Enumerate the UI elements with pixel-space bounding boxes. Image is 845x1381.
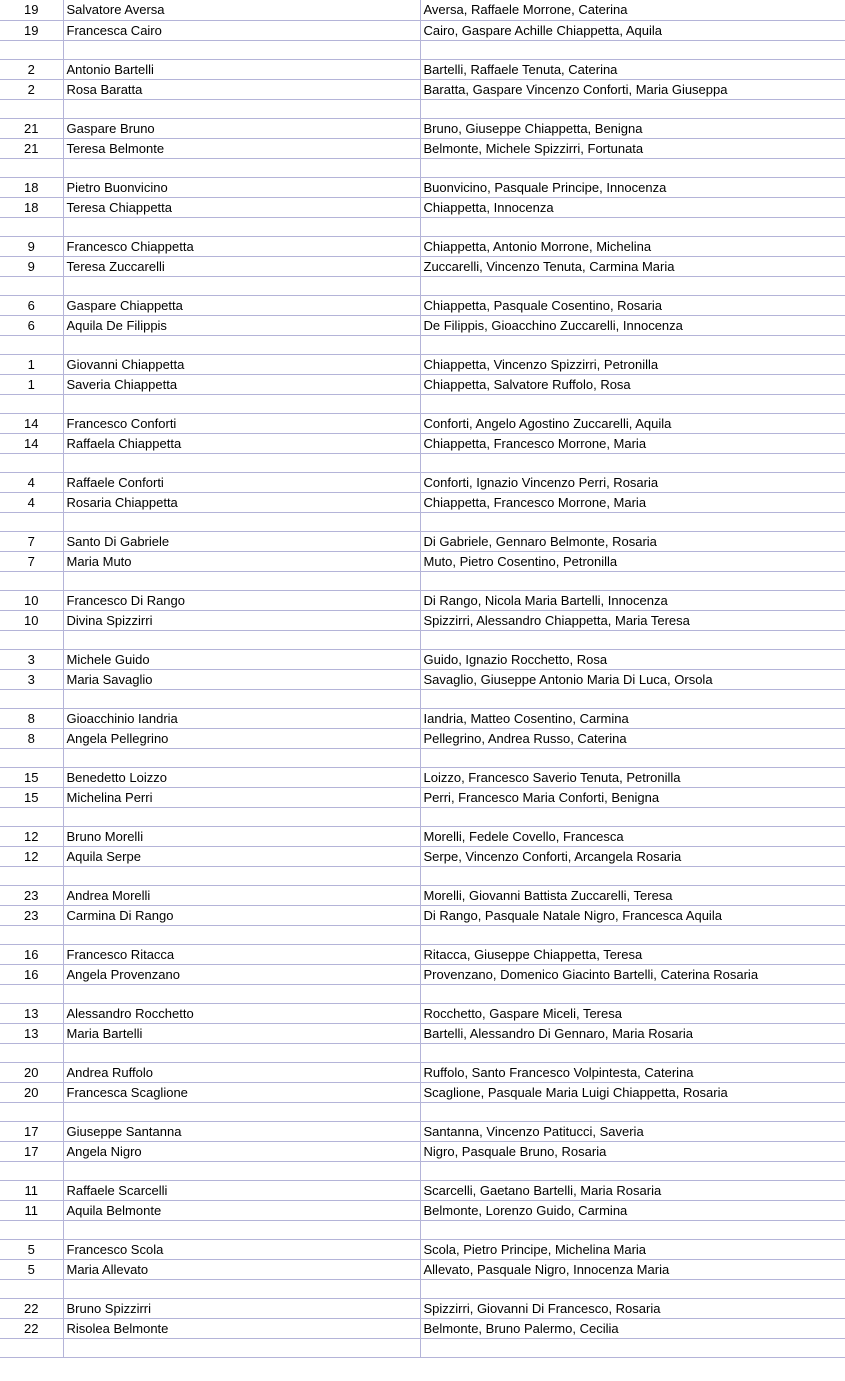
person-name-cell[interactable]: Alessandro Rocchetto xyxy=(63,1003,420,1023)
parents-cell[interactable]: Di Rango, Nicola Maria Bartelli, Innocenza xyxy=(420,590,845,610)
person-name-cell[interactable]: Bruno Morelli xyxy=(63,826,420,846)
table-row xyxy=(0,590,845,610)
row-number-cell[interactable]: 7 xyxy=(0,551,63,571)
row-number-cell[interactable] xyxy=(0,394,63,413)
row-number-cell[interactable]: 2 xyxy=(0,79,63,99)
parents-cell[interactable] xyxy=(420,276,845,295)
table-row xyxy=(0,610,845,630)
row-number-cell[interactable]: 8 xyxy=(0,708,63,728)
parents-cell[interactable] xyxy=(420,217,845,236)
row-number-cell[interactable] xyxy=(0,630,63,649)
row-number-cell[interactable] xyxy=(0,1102,63,1121)
row-number-cell[interactable]: 3 xyxy=(0,669,63,689)
row-number-cell[interactable] xyxy=(0,217,63,236)
empty-row xyxy=(0,630,845,649)
person-name-cell[interactable]: Francesca Scaglione xyxy=(63,1082,420,1102)
row-number-cell[interactable] xyxy=(0,335,63,354)
person-name-cell[interactable]: Maria Muto xyxy=(63,551,420,571)
row-number-cell[interactable]: 4 xyxy=(0,472,63,492)
parents-cell[interactable]: Rocchetto, Gaspare Miceli, Teresa xyxy=(420,1003,845,1023)
empty-row xyxy=(0,217,845,236)
row-number-cell[interactable]: 19 xyxy=(0,20,63,40)
row-number-cell[interactable] xyxy=(0,925,63,944)
row-number-cell[interactable] xyxy=(0,1338,63,1357)
parents-cell[interactable]: Loizzo, Francesco Saverio Tenuta, Petronilla xyxy=(420,767,845,787)
parents-cell[interactable]: Spizzirri, Giovanni Di Francesco, Rosaria xyxy=(420,1298,845,1318)
table-row xyxy=(0,177,845,197)
person-name-cell[interactable]: Bruno Spizzirri xyxy=(63,1298,420,1318)
person-name-cell[interactable]: Aquila Belmonte xyxy=(63,1200,420,1220)
table-row xyxy=(0,767,845,787)
parents-cell[interactable]: Santanna, Vincenzo Patitucci, Saveria xyxy=(420,1121,845,1141)
parents-cell[interactable] xyxy=(420,1043,845,1062)
table-row xyxy=(0,20,845,40)
person-name-cell[interactable] xyxy=(63,276,420,295)
parents-cell[interactable]: Conforti, Ignazio Vincenzo Perri, Rosaria xyxy=(420,472,845,492)
parents-cell[interactable]: Savaglio, Giuseppe Antonio Maria Di Luca, Orsola xyxy=(420,669,845,689)
table-row xyxy=(0,649,845,669)
table-row xyxy=(0,315,845,335)
parents-cell[interactable] xyxy=(420,335,845,354)
person-name-cell[interactable]: Francesco Conforti xyxy=(63,413,420,433)
person-name-cell[interactable] xyxy=(63,99,420,118)
parents-cell[interactable] xyxy=(420,512,845,531)
person-name-cell[interactable] xyxy=(63,512,420,531)
row-number-cell[interactable] xyxy=(0,571,63,590)
person-name-cell[interactable] xyxy=(63,1279,420,1298)
row-number-cell[interactable]: 21 xyxy=(0,118,63,138)
empty-row xyxy=(0,394,845,413)
table-row xyxy=(0,256,845,276)
person-name-cell[interactable]: Gaspare Bruno xyxy=(63,118,420,138)
parents-cell[interactable]: Chiappetta, Francesco Morrone, Maria xyxy=(420,433,845,453)
parents-cell[interactable]: Chiappetta, Salvatore Ruffolo, Rosa xyxy=(420,374,845,394)
row-number-cell[interactable]: 23 xyxy=(0,885,63,905)
person-name-cell[interactable]: Francesca Cairo xyxy=(63,20,420,40)
person-name-cell[interactable]: Francesco Ritacca xyxy=(63,944,420,964)
parents-cell[interactable] xyxy=(420,1102,845,1121)
person-name-cell[interactable]: Francesco Scola xyxy=(63,1239,420,1259)
table-row xyxy=(0,59,845,79)
person-name-cell[interactable] xyxy=(63,630,420,649)
person-name-cell[interactable]: Raffaele Scarcelli xyxy=(63,1180,420,1200)
parents-cell[interactable]: Allevato, Pasquale Nigro, Innocenza Maria xyxy=(420,1259,845,1279)
parents-cell[interactable]: Aversa, Raffaele Morrone, Caterina xyxy=(420,0,845,20)
parents-cell[interactable]: Bartelli, Raffaele Tenuta, Caterina xyxy=(420,59,845,79)
row-number-cell[interactable] xyxy=(0,984,63,1003)
row-number-cell[interactable]: 11 xyxy=(0,1200,63,1220)
person-name-cell[interactable]: Benedetto Loizzo xyxy=(63,767,420,787)
row-number-cell[interactable] xyxy=(0,1043,63,1062)
parents-cell[interactable] xyxy=(420,158,845,177)
row-number-cell[interactable]: 5 xyxy=(0,1259,63,1279)
parents-cell[interactable]: Scola, Pietro Principe, Michelina Maria xyxy=(420,1239,845,1259)
table-row xyxy=(0,905,845,925)
row-number-cell[interactable]: 14 xyxy=(0,433,63,453)
parents-cell[interactable] xyxy=(420,1220,845,1239)
row-number-cell[interactable] xyxy=(0,276,63,295)
empty-row xyxy=(0,276,845,295)
person-name-cell[interactable]: Carmina Di Rango xyxy=(63,905,420,925)
person-name-cell[interactable]: Gioacchinio Iandria xyxy=(63,708,420,728)
row-number-cell[interactable]: 3 xyxy=(0,649,63,669)
person-name-cell[interactable]: Giovanni Chiappetta xyxy=(63,354,420,374)
empty-row xyxy=(0,807,845,826)
person-name-cell[interactable]: Saveria Chiappetta xyxy=(63,374,420,394)
person-name-cell[interactable]: Aquila De Filippis xyxy=(63,315,420,335)
parents-cell[interactable]: Perri, Francesco Maria Conforti, Benigna xyxy=(420,787,845,807)
row-number-cell[interactable] xyxy=(0,1279,63,1298)
person-name-cell[interactable] xyxy=(63,217,420,236)
empty-row xyxy=(0,40,845,59)
table-row xyxy=(0,728,845,748)
person-name-cell[interactable]: Rosaria Chiappetta xyxy=(63,492,420,512)
parents-cell[interactable]: Chiappetta, Antonio Morrone, Michelina xyxy=(420,236,845,256)
person-name-cell[interactable]: Maria Savaglio xyxy=(63,669,420,689)
parents-cell[interactable]: Zuccarelli, Vincenzo Tenuta, Carmina Maria xyxy=(420,256,845,276)
parents-cell[interactable]: De Filippis, Gioacchino Zuccarelli, Innocenza xyxy=(420,315,845,335)
row-number-cell[interactable]: 9 xyxy=(0,256,63,276)
row-number-cell[interactable] xyxy=(0,40,63,59)
person-name-cell[interactable] xyxy=(63,925,420,944)
parents-cell[interactable]: Conforti, Angelo Agostino Zuccarelli, Aquila xyxy=(420,413,845,433)
person-name-cell[interactable]: Maria Allevato xyxy=(63,1259,420,1279)
table-row xyxy=(0,787,845,807)
empty-row xyxy=(0,571,845,590)
person-name-cell[interactable]: Francesco Di Rango xyxy=(63,590,420,610)
table-row xyxy=(0,1259,845,1279)
person-name-cell[interactable] xyxy=(63,866,420,885)
parents-cell[interactable]: Chiappetta, Innocenza xyxy=(420,197,845,217)
row-number-cell[interactable]: 17 xyxy=(0,1141,63,1161)
table-row xyxy=(0,1239,845,1259)
person-name-cell[interactable]: Divina Spizzirri xyxy=(63,610,420,630)
parents-cell[interactable] xyxy=(420,1161,845,1180)
empty-row xyxy=(0,512,845,531)
row-number-cell[interactable]: 10 xyxy=(0,590,63,610)
person-name-cell[interactable]: Gaspare Chiappetta xyxy=(63,295,420,315)
row-number-cell[interactable]: 14 xyxy=(0,413,63,433)
person-name-cell[interactable]: Francesco Chiappetta xyxy=(63,236,420,256)
parents-cell[interactable]: Belmonte, Michele Spizzirri, Fortunata xyxy=(420,138,845,158)
row-number-cell[interactable]: 5 xyxy=(0,1239,63,1259)
parents-cell[interactable]: Chiappetta, Pasquale Cosentino, Rosaria xyxy=(420,295,845,315)
empty-row xyxy=(0,1279,845,1298)
empty-row xyxy=(0,1161,845,1180)
empty-row xyxy=(0,748,845,767)
row-number-cell[interactable]: 7 xyxy=(0,531,63,551)
parents-cell[interactable]: Nigro, Pasquale Bruno, Rosaria xyxy=(420,1141,845,1161)
parents-cell[interactable] xyxy=(420,925,845,944)
person-name-cell[interactable] xyxy=(63,1102,420,1121)
empty-row xyxy=(0,99,845,118)
row-number-cell[interactable] xyxy=(0,512,63,531)
parents-cell[interactable] xyxy=(420,40,845,59)
person-name-cell[interactable] xyxy=(63,40,420,59)
table-row xyxy=(0,531,845,551)
row-number-cell[interactable]: 13 xyxy=(0,1023,63,1043)
parents-cell[interactable]: Scarcelli, Gaetano Bartelli, Maria Rosaria xyxy=(420,1180,845,1200)
parents-cell[interactable]: Chiappetta, Francesco Morrone, Maria xyxy=(420,492,845,512)
person-name-cell[interactable]: Michele Guido xyxy=(63,649,420,669)
parents-cell[interactable] xyxy=(420,394,845,413)
row-number-cell[interactable]: 8 xyxy=(0,728,63,748)
table-row xyxy=(0,374,845,394)
row-number-cell[interactable]: 15 xyxy=(0,767,63,787)
parents-cell[interactable] xyxy=(420,748,845,767)
row-number-cell[interactable]: 4 xyxy=(0,492,63,512)
row-number-cell[interactable]: 16 xyxy=(0,944,63,964)
table-row xyxy=(0,472,845,492)
row-number-cell[interactable] xyxy=(0,99,63,118)
row-number-cell[interactable]: 18 xyxy=(0,197,63,217)
person-name-cell[interactable]: Raffaele Conforti xyxy=(63,472,420,492)
row-number-cell[interactable]: 1 xyxy=(0,354,63,374)
table-row xyxy=(0,354,845,374)
parents-cell[interactable]: Bartelli, Alessandro Di Gennaro, Maria Rosaria xyxy=(420,1023,845,1043)
parents-cell[interactable]: Morelli, Fedele Covello, Francesca xyxy=(420,826,845,846)
row-number-cell[interactable]: 20 xyxy=(0,1062,63,1082)
parents-cell[interactable] xyxy=(420,99,845,118)
parents-cell[interactable] xyxy=(420,1279,845,1298)
parents-cell[interactable] xyxy=(420,807,845,826)
person-name-cell[interactable]: Salvatore Aversa xyxy=(63,0,420,20)
row-number-cell[interactable] xyxy=(0,1220,63,1239)
person-name-cell[interactable]: Antonio Bartelli xyxy=(63,59,420,79)
parents-cell[interactable]: Iandria, Matteo Cosentino, Carmina xyxy=(420,708,845,728)
person-name-cell[interactable]: Santo Di Gabriele xyxy=(63,531,420,551)
parents-cell[interactable]: Belmonte, Bruno Palermo, Cecilia xyxy=(420,1318,845,1338)
person-name-cell[interactable] xyxy=(63,689,420,708)
parents-cell[interactable]: Pellegrino, Andrea Russo, Caterina xyxy=(420,728,845,748)
table-row xyxy=(0,0,845,20)
row-number-cell[interactable]: 13 xyxy=(0,1003,63,1023)
person-name-cell[interactable] xyxy=(63,394,420,413)
empty-row xyxy=(0,335,845,354)
row-number-cell[interactable]: 22 xyxy=(0,1298,63,1318)
person-name-cell[interactable] xyxy=(63,1220,420,1239)
row-number-cell[interactable]: 22 xyxy=(0,1318,63,1338)
parents-cell[interactable]: Scaglione, Pasquale Maria Luigi Chiappetta, Rosaria xyxy=(420,1082,845,1102)
person-name-cell[interactable]: Andrea Morelli xyxy=(63,885,420,905)
empty-row xyxy=(0,689,845,708)
parents-cell[interactable]: Ritacca, Giuseppe Chiappetta, Teresa xyxy=(420,944,845,964)
table-row xyxy=(0,1318,845,1338)
table-row xyxy=(0,551,845,571)
row-number-cell[interactable]: 10 xyxy=(0,610,63,630)
row-number-cell[interactable]: 6 xyxy=(0,295,63,315)
table-row xyxy=(0,1082,845,1102)
parents-cell[interactable]: Spizzirri, Alessandro Chiappetta, Maria Teresa xyxy=(420,610,845,630)
person-name-cell[interactable] xyxy=(63,1338,420,1357)
row-number-cell[interactable] xyxy=(0,689,63,708)
table-row xyxy=(0,295,845,315)
empty-row xyxy=(0,925,845,944)
person-name-cell[interactable] xyxy=(63,748,420,767)
parents-cell[interactable]: Morelli, Giovanni Battista Zuccarelli, Teresa xyxy=(420,885,845,905)
row-number-cell[interactable]: 2 xyxy=(0,59,63,79)
table-row xyxy=(0,708,845,728)
person-name-cell[interactable]: Giuseppe Santanna xyxy=(63,1121,420,1141)
table-row xyxy=(0,1200,845,1220)
parents-cell[interactable] xyxy=(420,984,845,1003)
parents-cell[interactable]: Di Gabriele, Gennaro Belmonte, Rosaria xyxy=(420,531,845,551)
person-name-cell[interactable]: Rosa Baratta xyxy=(63,79,420,99)
parents-cell[interactable]: Bruno, Giuseppe Chiappetta, Benigna xyxy=(420,118,845,138)
row-number-cell[interactable]: 20 xyxy=(0,1082,63,1102)
person-name-cell[interactable]: Teresa Belmonte xyxy=(63,138,420,158)
row-number-cell[interactable]: 12 xyxy=(0,826,63,846)
parents-cell[interactable]: Serpe, Vincenzo Conforti, Arcangela Rosaria xyxy=(420,846,845,866)
parents-cell[interactable]: Provenzano, Domenico Giacinto Bartelli, Caterina Rosaria xyxy=(420,964,845,984)
row-number-cell[interactable] xyxy=(0,807,63,826)
empty-row xyxy=(0,453,845,472)
row-number-cell[interactable]: 16 xyxy=(0,964,63,984)
table-row xyxy=(0,236,845,256)
row-number-cell[interactable]: 19 xyxy=(0,0,63,20)
table-row xyxy=(0,826,845,846)
table-row xyxy=(0,79,845,99)
person-name-cell[interactable]: Maria Bartelli xyxy=(63,1023,420,1043)
table-row xyxy=(0,944,845,964)
parents-cell[interactable] xyxy=(420,1338,845,1357)
person-name-cell[interactable] xyxy=(63,158,420,177)
person-name-cell[interactable] xyxy=(63,453,420,472)
parents-cell[interactable] xyxy=(420,630,845,649)
parents-cell[interactable]: Guido, Ignazio Rocchetto, Rosa xyxy=(420,649,845,669)
row-number-cell[interactable] xyxy=(0,158,63,177)
parents-cell[interactable]: Cairo, Gaspare Achille Chiappetta, Aquila xyxy=(420,20,845,40)
empty-row xyxy=(0,1338,845,1357)
table-row xyxy=(0,433,845,453)
row-number-cell[interactable]: 12 xyxy=(0,846,63,866)
table-row xyxy=(0,964,845,984)
table-row xyxy=(0,1023,845,1043)
table-row xyxy=(0,1003,845,1023)
table-row xyxy=(0,885,845,905)
row-number-cell[interactable] xyxy=(0,748,63,767)
parents-cell[interactable]: Muto, Pietro Cosentino, Petronilla xyxy=(420,551,845,571)
row-number-cell[interactable]: 11 xyxy=(0,1180,63,1200)
table-row xyxy=(0,118,845,138)
person-name-cell[interactable] xyxy=(63,335,420,354)
parents-cell[interactable]: Di Rango, Pasquale Natale Nigro, Francesca Aquila xyxy=(420,905,845,925)
empty-row xyxy=(0,984,845,1003)
row-number-cell[interactable]: 1 xyxy=(0,374,63,394)
person-name-cell[interactable]: Teresa Zuccarelli xyxy=(63,256,420,276)
row-number-cell[interactable] xyxy=(0,1161,63,1180)
parents-cell[interactable]: Chiappetta, Vincenzo Spizzirri, Petronilla xyxy=(420,354,845,374)
empty-row xyxy=(0,158,845,177)
parents-cell[interactable]: Belmonte, Lorenzo Guido, Carmina xyxy=(420,1200,845,1220)
parents-cell[interactable] xyxy=(420,453,845,472)
person-name-cell[interactable] xyxy=(63,1161,420,1180)
person-name-cell[interactable] xyxy=(63,571,420,590)
person-name-cell[interactable] xyxy=(63,1043,420,1062)
empty-row xyxy=(0,1220,845,1239)
person-name-cell[interactable]: Andrea Ruffolo xyxy=(63,1062,420,1082)
row-number-cell[interactable]: 9 xyxy=(0,236,63,256)
empty-row xyxy=(0,866,845,885)
person-name-cell[interactable]: Teresa Chiappetta xyxy=(63,197,420,217)
person-name-cell[interactable]: Angela Pellegrino xyxy=(63,728,420,748)
parents-cell[interactable]: Ruffolo, Santo Francesco Volpintesta, Caterina xyxy=(420,1062,845,1082)
row-number-cell[interactable]: 15 xyxy=(0,787,63,807)
row-number-cell[interactable]: 21 xyxy=(0,138,63,158)
row-number-cell[interactable] xyxy=(0,866,63,885)
empty-row xyxy=(0,1043,845,1062)
table-row xyxy=(0,1141,845,1161)
person-name-cell[interactable]: Michelina Perri xyxy=(63,787,420,807)
row-number-cell[interactable]: 23 xyxy=(0,905,63,925)
table-row xyxy=(0,1180,845,1200)
parents-cell[interactable] xyxy=(420,689,845,708)
person-name-cell[interactable]: Raffaela Chiappetta xyxy=(63,433,420,453)
person-name-cell[interactable] xyxy=(63,807,420,826)
person-name-cell[interactable]: Risolea Belmonte xyxy=(63,1318,420,1338)
table-row xyxy=(0,1062,845,1082)
row-number-cell[interactable] xyxy=(0,453,63,472)
table-row xyxy=(0,492,845,512)
parents-cell[interactable]: Buonvicino, Pasquale Principe, Innocenza xyxy=(420,177,845,197)
table-row xyxy=(0,138,845,158)
table-row xyxy=(0,413,845,433)
row-number-cell[interactable]: 17 xyxy=(0,1121,63,1141)
table-row xyxy=(0,669,845,689)
table-row xyxy=(0,1121,845,1141)
table-row xyxy=(0,197,845,217)
parents-cell[interactable] xyxy=(420,571,845,590)
person-name-cell[interactable] xyxy=(63,984,420,1003)
table-row xyxy=(0,1298,845,1318)
person-name-cell[interactable]: Pietro Buonvicino xyxy=(63,177,420,197)
person-name-cell[interactable]: Angela Provenzano xyxy=(63,964,420,984)
empty-row xyxy=(0,1102,845,1121)
row-number-cell[interactable]: 18 xyxy=(0,177,63,197)
parents-cell[interactable] xyxy=(420,866,845,885)
table-row xyxy=(0,846,845,866)
person-name-cell[interactable]: Angela Nigro xyxy=(63,1141,420,1161)
person-name-cell[interactable]: Aquila Serpe xyxy=(63,846,420,866)
row-number-cell[interactable]: 6 xyxy=(0,315,63,335)
parents-cell[interactable]: Baratta, Gaspare Vincenzo Conforti, Maria Giuseppa xyxy=(420,79,845,99)
